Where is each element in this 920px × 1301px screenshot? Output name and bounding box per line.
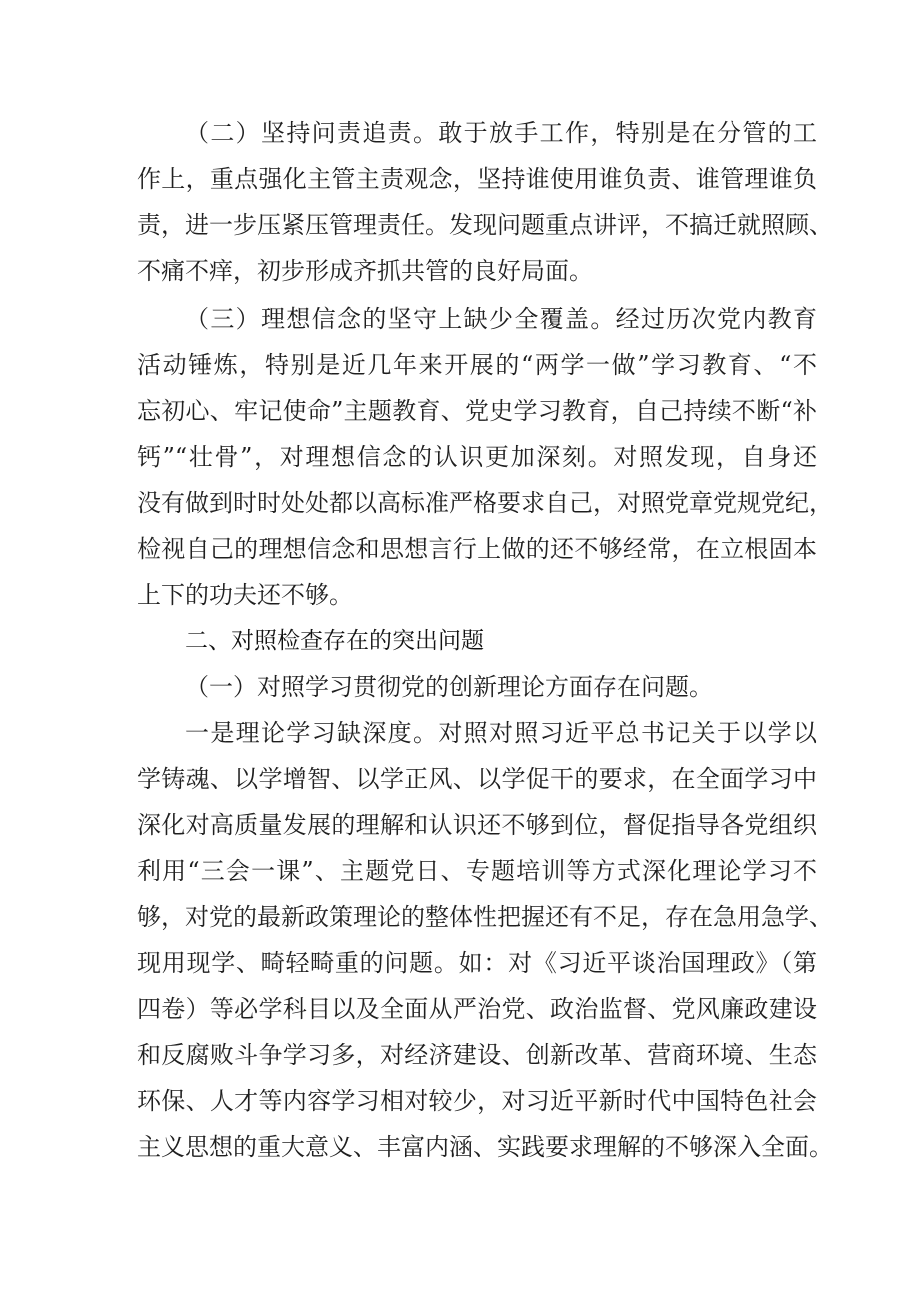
paragraph-3-line-5: 没有做到时时处处都以高标准严格要求自己，对照党章党规党纪，	[137, 489, 833, 517]
paragraph-2-line-3: 责，进一步压紧压管理责任。发现问题重点讲评，不搞迁就照顾、	[137, 211, 833, 239]
paragraph-4-line-5: 够，对党的最新政策理论的整体性把握还有不足，存在急用急学、	[137, 903, 833, 931]
paragraph-4-line-4: 利用“三会一课”、主题党日、专题培训等方式深化理论学习不	[137, 857, 817, 885]
paragraph-4-line-7: 四卷）等必学科目以及全面从严治党、政治监督、党风廉政建设	[137, 995, 817, 1023]
section-heading: 二、对照检查存在的突出问题	[185, 628, 484, 654]
paragraph-4-line-3: 深化对高质量发展的理解和认识还不够到位，督促指导各党组织	[137, 811, 817, 839]
paragraph-4-line-1: 一是理论学习缺深度。对照对照习近平总书记关于以学以	[185, 719, 817, 747]
paragraph-4-line-2: 学铸魂、以学增智、以学正风、以学促干的要求，在全面学习中	[137, 765, 817, 793]
paragraph-2-line-1: （二）坚持问责追责。敢于放手工作，特别是在分管的工	[185, 119, 817, 147]
paragraph-2-line-2: 作上，重点强化主管主责观念，坚持谁使用谁负责、谁管理谁负	[137, 165, 817, 193]
paragraph-4-line-9: 环保、人才等内容学习相对较少，对习近平新时代中国特色社会	[137, 1087, 817, 1115]
paragraph-3-line-6: 检视自己的理想信念和思想言行上做的还不够经常，在立根固本	[137, 535, 817, 563]
paragraph-3-line-4: 钙”“壮骨”，对理想信念的认识更加深刻。对照发现，自身还	[137, 443, 817, 471]
paragraph-2-line-4: 不痛不痒，初步形成齐抓共管的良好局面。	[137, 257, 593, 285]
subsection-heading: （一）对照学习贯彻党的创新理论方面存在问题。	[185, 673, 713, 701]
paragraph-3-line-2: 活动锤炼，特别是近几年来开展的“两学一做”学习教育、“不	[137, 351, 817, 379]
paragraph-4-line-8: 和反腐败斗争学习多，对经济建设、创新改革、营商环境、生态	[137, 1041, 817, 1069]
paragraph-3-line-1: （三）理想信念的坚守上缺少全覆盖。经过历次党内教育	[185, 305, 817, 333]
paragraph-4-line-10: 主义思想的重大意义、丰富内涵、实践要求理解的不够深入全面。	[137, 1133, 833, 1161]
paragraph-4-line-6: 现用现学、畸轻畸重的问题。如：对《习近平谈治国理政》（第	[137, 949, 817, 977]
paragraph-3-line-3: 忘初心、牢记使命”主题教育、党史学习教育，自己持续不断“补	[137, 397, 817, 425]
paragraph-3-line-7: 上下的功夫还不够。	[137, 581, 353, 609]
